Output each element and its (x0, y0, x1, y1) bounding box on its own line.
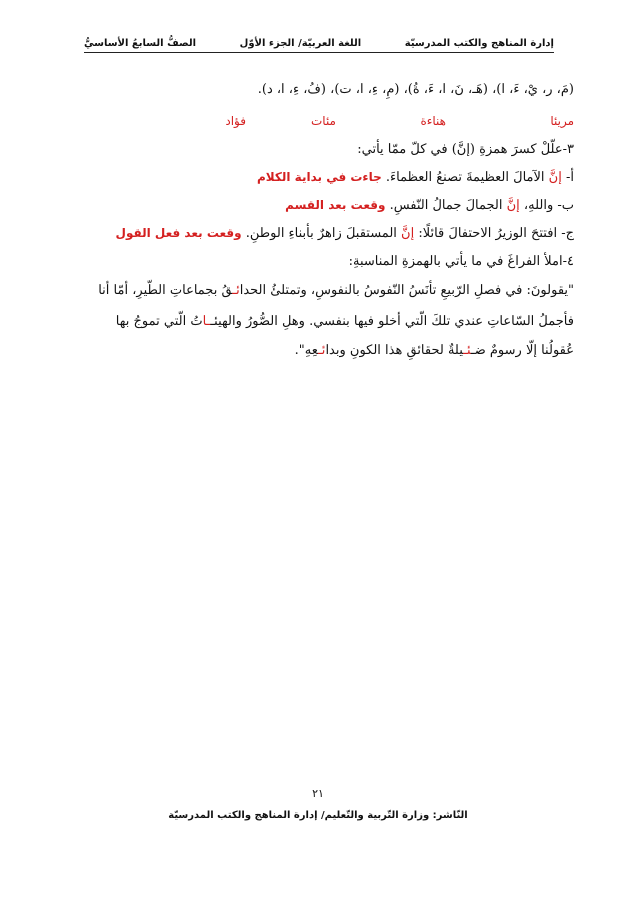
item-label: ب- (557, 198, 574, 213)
page-footer: النّاشر: وزارة التّربية والتّعليم/ إدارة المناهج والكتب المدرسيّة (168, 810, 468, 821)
answer-word-4: فؤاد (225, 114, 246, 128)
hamza-fill: ئـ (463, 343, 471, 358)
paragraph-line-3 (295, 343, 574, 358)
header-subject: اللغة العربيّة/ الجزء الأوّل (239, 38, 362, 49)
item-pre: واللهِ، (519, 198, 554, 213)
item-label: ج- (561, 226, 574, 241)
item-reason: جاءت في بداية الكلام (257, 170, 382, 184)
letters-line: (مَ، ر، يْ، ءَ، ا)، (هَـ، نَ، ا، ءَ، ةُ)، (مِ، ءِ، ا، ت)، (فُ، ءِ، ا، د). (257, 82, 574, 97)
item-pre: افتتحَ الوزيرُ الاحتفالَ قائلًا: (414, 226, 558, 241)
header-grade: الصفُّ السابعُ الأساسيُّ (84, 38, 197, 49)
item-reason: وقعت بعد القسم (285, 198, 386, 212)
inna-word: إنَّ (401, 226, 415, 241)
item-post: المستقبلَ زاهرٌ بأبناءِ الوطنِ. (245, 226, 402, 241)
hamza-fill: ـا (202, 314, 211, 329)
item-post: الجمالَ جمالُ النّفسِ. (389, 198, 507, 213)
text-segment: عُقولُنا إلّا رسومٌ ضـ (470, 343, 574, 358)
answer-word-2: هناءة (420, 114, 446, 128)
text-segment: "يقولونَ: في فصلِ الرّبيعِ تأنَسُ النّفوسُ بالنفوسِ، وتمتلئُ الحدا (239, 283, 574, 298)
item-reason: وقعت بعد فعل القول (115, 226, 242, 240)
inna-word: إنَّ (548, 170, 562, 185)
exercise4-title: ٤-املأ الفراغَ في ما يأتي بالهمزةِ المناسبةِ: (348, 254, 574, 269)
header-publisher: إدارة المناهج والكتب المدرسيّة (404, 38, 554, 49)
exercise3-title: ٣-علّلْ كسرَ همزةِ (إنَّ) في كلّ ممّا يأتي: (357, 142, 574, 157)
inna-word: إنَّ (506, 198, 520, 213)
item-post: الآمالَ العظيمةَ تصنعُ العظماءَ. (385, 170, 549, 185)
text-segment: تُ الّتي تموجُ بها (115, 314, 203, 329)
exercise3-item-a (257, 170, 574, 185)
exercise3-item-b (285, 198, 574, 213)
page-number: ٢١ (312, 787, 324, 800)
paragraph-line-1 (98, 283, 574, 298)
page-header (84, 38, 554, 53)
exercise3-item-c (116, 226, 574, 241)
text-segment: يلةٌ لحقائقِ هذا الكونِ وبدا (325, 343, 464, 358)
item-label: أ- (565, 170, 574, 185)
answer-word-1: مريئا (550, 114, 574, 128)
text-segment: عِهِ". (294, 343, 318, 358)
text-segment: قُ بجماعاتِ الطّيرِ، أمّا أنا (98, 283, 233, 298)
paragraph-line-2 (116, 314, 574, 329)
hamza-fill: ئـ (232, 283, 240, 298)
text-segment: فأجملُ السّاعاتِ عندي تلكَ الّتي أخلو فيها بنفسي. وهلِ الصُّورُ والهيئـ (210, 314, 574, 329)
hamza-fill: ئـ (318, 343, 326, 358)
answer-word-3: مئات (310, 114, 336, 128)
